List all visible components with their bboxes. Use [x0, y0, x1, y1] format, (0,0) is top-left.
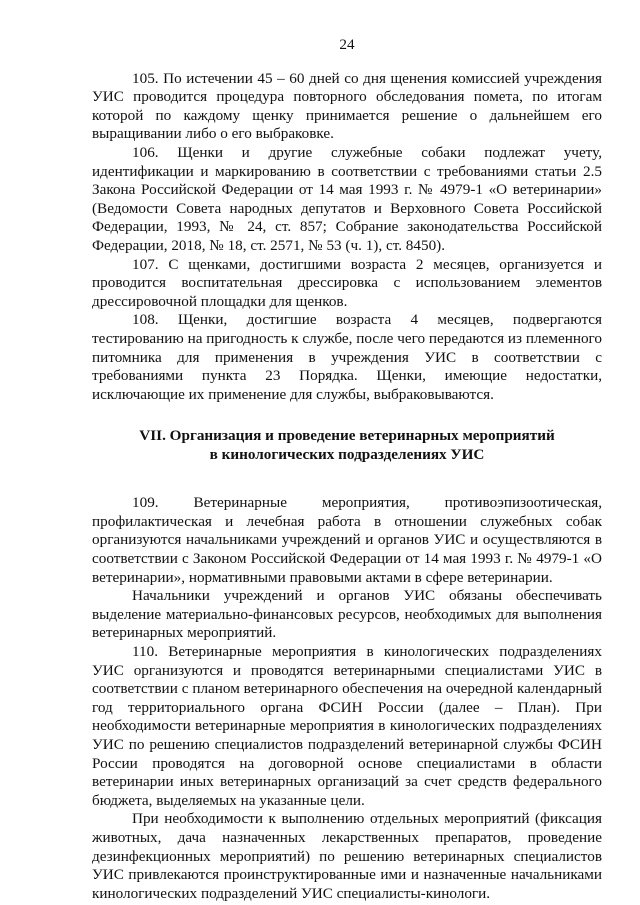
paragraph-109: 109. Ветеринарные мероприятия, противоэпизоотическая, профилактическая и лечебная работа в отношении служебных собак организуются начальниками учреждений и органов УИС и осуществляются в соответствии с Законом Российской Федерации от 14 мая 1993 г. № 4979-1 «О ветеринарии», нормативными правовыми актами в сфере ветеринарии.	[92, 494, 602, 586]
paragraph-108: 108. Щенки, достигшие возраста 4 месяцев, подвергаются тестированию на пригодность к службе, после чего передаются из племенного питомника для применения в учреждения УИС в соответствии с требованиями пункта 23 Порядка. Щенки, имеющие недостатки, исключающие их применение для службы, выбраковываются.	[92, 311, 602, 403]
paragraph-110: 110. Ветеринарные мероприятия в кинологических подразделениях УИС организуются и проводятся ветеринарными специалистами УИС в соответствии с планом ветеринарного обеспечения на очередной календарный год территориального органа ФСИН России (далее – План). При необходимости ветеринарные мероприятия в кинологических подразделениях УИС по решению специалистов подразделений ветеринарной службы ФСИН России проводятся на договорной основе специалистами в области ветеринарии иных ветеринарных организаций за счет средств федерального бюджета, выделяемых на указанные цели.	[92, 643, 602, 809]
paragraph-106: 106. Щенки и другие служебные собаки подлежат учету, идентификации и маркированию в соответствии с требованиями статьи 2.5 Закона Российской Федерации от 14 мая 1993 г. № 4979-1 «О ветеринарии» (Ведомости Совета народных депутатов и Верховного Совета Российской Федерации, 1993, № 24, ст. 857; Собрание законодательства Российской Федерации, 2018, № 18, ст. 2571, № 53 (ч. 1), ст. 8450).	[92, 143, 602, 254]
section-heading-line-1: VII. Организация и проведение ветеринарных мероприятий	[139, 427, 555, 445]
paragraphs-before-section	[92, 70, 602, 405]
paragraph-107: 107. С щенками, достигшими возраста 2 месяцев, организуется и проводится воспитательная дрессировка с использованием элементов дрессировочной площадки для щенков.	[92, 255, 602, 310]
page-number: 24	[339, 36, 355, 53]
document-page	[92, 36, 602, 903]
section-heading-line-2: в кинологических подразделениях УИС	[209, 446, 485, 464]
paragraph-109-continued: Начальники учреждений и органов УИС обязаны обеспечивать выделение материально-финансовых ресурсов, необходимых для выполнения ветеринарных мероприятий.	[92, 587, 602, 642]
paragraph-105: 105. По истечении 45 – 60 дней со дня щенения комиссией учреждения УИС проводится процедура повторного обследования помета, по итогам которой по каждому щенку принимается решение о дальнейшем его выращивании либо о его выбраковке.	[92, 69, 602, 143]
paragraph-110-continued: При необходимости к выполнению отдельных мероприятий (фиксация животных, дача назначенных лекарственных препаратов, проведение дезинфекционных мероприятий) по решению ветеринарных специалистов УИС привлекаются проинструктированные ими и назначенные начальниками кинологических подразделений УИС специалисты-кинологи.	[92, 810, 602, 902]
section-heading	[92, 426, 602, 464]
paragraphs-after-section	[92, 494, 602, 903]
